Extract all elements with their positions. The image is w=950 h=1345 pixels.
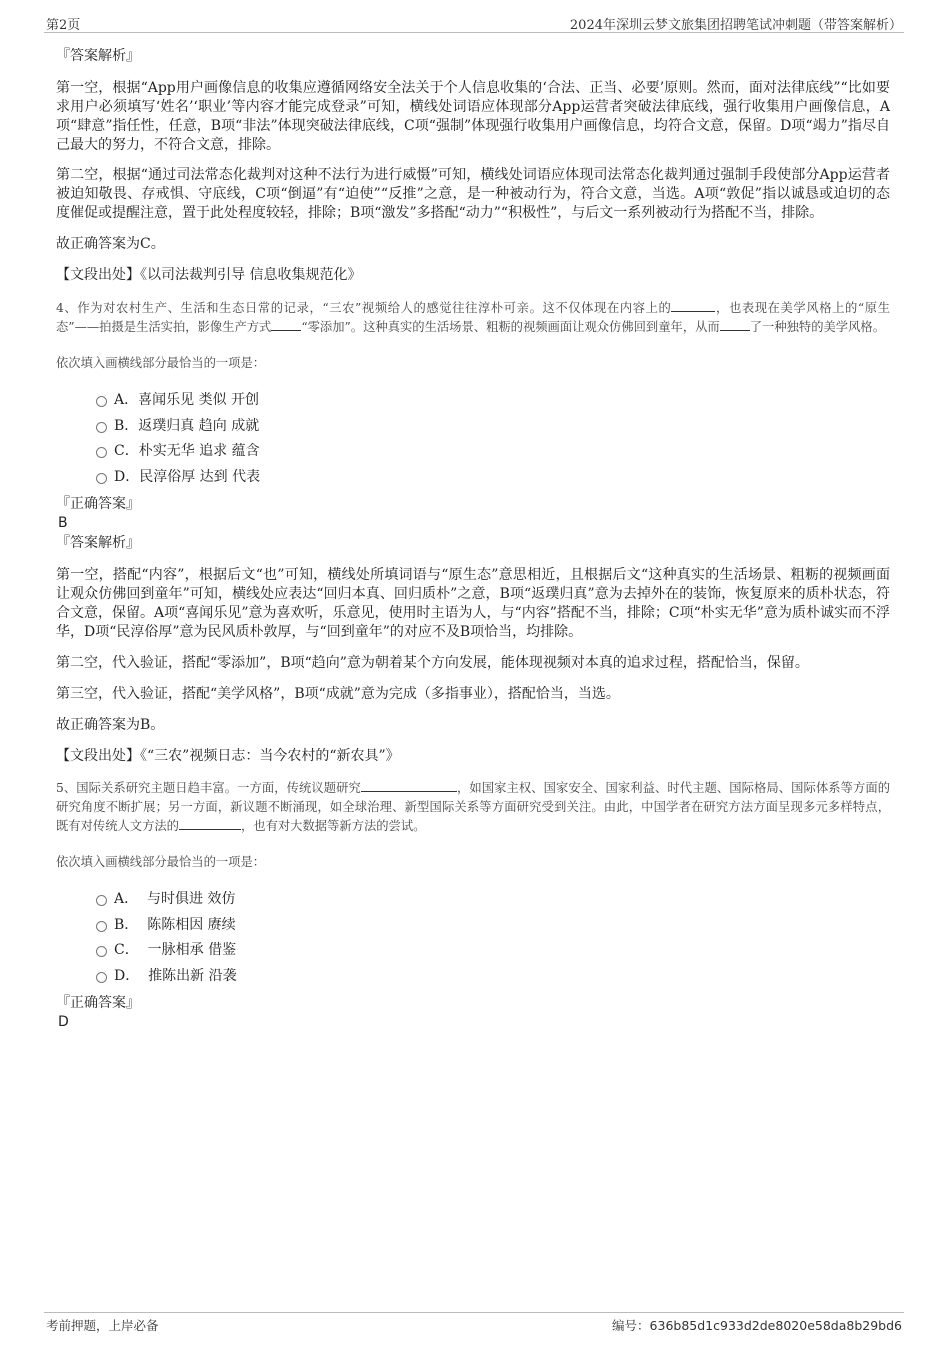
q3-conclusion: 故正确答案为C。 [56, 236, 165, 252]
q4-analysis-para-2: 第二空，代入验证，搭配“零添加”，B项“趋向”意为朝着某个方向发展，能体现视频对本真的追求过程，搭配恰当，保留。 [56, 655, 809, 671]
radio-icon[interactable] [96, 946, 107, 957]
q4-blank-3 [720, 318, 750, 331]
radio-icon[interactable] [96, 473, 107, 484]
q4-conclusion: 故正确答案为B。 [56, 717, 165, 733]
q5-text-2: ，如国家主权、国家安全、国家利益、时代主题、国际格局、国际体系等方面的研究角度不断扩展；另一方面，新议题不断涌现，如全球治理、新型国际关系等方面研究受到关注。由此，中国学者在研究方法方面呈现多元多样特点，既有对传统人文方法的 [56, 781, 890, 833]
document-title: 2024年深圳云梦文旅集团招聘笔试冲刺题（带答案解析） [569, 18, 902, 33]
radio-icon[interactable] [96, 396, 107, 407]
page-content [56, 46, 890, 1032]
q4-option-b[interactable]: B．返璞归真 趋向 成就 [56, 414, 890, 440]
q3-analysis-para-2: 第二空，根据“通过司法常态化裁判对这种不法行为进行威慑”可知，横线处词语应体现司法常态化裁判通过强制手段使部分App运营者被迫知敬畏、存戒惧、守底线，C项“倒逼”有“迫使”“反推”之意，是一种被动行为，符合文意，当选。A项“敦促”指以诚恳或迫切的态度催促或提醒注意，置于此处程度较轻，排除；B项“激发”多搭配“动力”“积极性”，与后文一系列被动行为搭配不当，排除。 [56, 167, 890, 221]
page-footer [44, 1312, 904, 1335]
q4-option-d[interactable]: D．民淳俗厚 达到 代表 [56, 465, 890, 491]
code-label: 编号： [612, 1318, 650, 1333]
q5-options [56, 887, 890, 989]
q4-question [56, 299, 890, 337]
q5-option-d[interactable]: D． 推陈出新 沿袭 [56, 964, 890, 990]
radio-icon[interactable] [96, 921, 107, 932]
q5-question [56, 779, 890, 836]
code-value: 636b85d1c933d2de8020e58da8b29bd6 [649, 1318, 902, 1333]
q4-prompt: 依次填入画横线部分最恰当的一项是： [56, 356, 266, 370]
footer-slogan: 考前押题，上岸必备 [46, 1318, 159, 1333]
q5-option-c[interactable]: C． 一脉相承 借鉴 [56, 938, 890, 964]
q4-options [56, 388, 890, 490]
q4-blank-1 [671, 299, 715, 312]
radio-icon[interactable] [96, 447, 107, 458]
q4-analysis-para-3: 第三空，代入验证，搭配“美学风格”，B项“成就”意为完成（多指事业），搭配恰当，当选。 [56, 686, 620, 702]
page-number: 第2页 [46, 18, 81, 33]
q4-option-c[interactable]: C．朴实无华 追求 蕴含 [56, 439, 890, 465]
document-code [612, 1316, 902, 1334]
q4-correct-heading: 『正确答案』 [56, 496, 140, 512]
page-header [44, 12, 904, 33]
q5-text-1: 5、国际关系研究主题日趋丰富。一方面，传统议题研究 [56, 781, 361, 795]
q4-option-a[interactable]: A．喜闻乐见 类似 开创 [56, 388, 890, 414]
q4-analysis-heading: 『答案解析』 [56, 535, 140, 551]
q4-correct-answer: B [58, 515, 68, 531]
q5-blank-2 [179, 817, 241, 830]
q5-option-a[interactable]: A． 与时俱进 效仿 [56, 887, 890, 913]
q5-correct-heading: 『正确答案』 [56, 995, 140, 1011]
radio-icon[interactable] [96, 895, 107, 906]
q4-analysis-para-1: 第一空，搭配“内容”，根据后文“也”可知，横线处所填词语与“原生态”意思相近，且根据后文“这种真实的生活场景、粗粝的视频画面让观众仿佛回到童年”可知，横线处应表达“回归本真、回归质朴”之意，B项“返璞归真”意为去掉外在的装饰，恢复原来的质朴状态，符合文意，保留。A项“喜闻乐见”意为喜欢听，乐意见，使用时主语为人，与“内容”搭配不当，排除；C项“朴实无华”意为质朴诚实而不浮华，D项“民淳俗厚”意为民风质朴敦厚，与“回到童年”的对应不及B项恰当，均排除。 [56, 567, 890, 640]
q5-correct-answer: D [58, 1014, 69, 1030]
q4-blank-2 [271, 318, 301, 331]
radio-icon[interactable] [96, 972, 107, 983]
q4-text-3: “零添加”。这种真实的生活场景、粗粝的视频画面让观众仿佛回到童年，从而 [301, 320, 720, 334]
q4-source: 【文段出处】《“三农”视频日志：当今农村的“新农具”》 [56, 748, 400, 764]
q3-source: 【文段出处】《以司法裁判引导 信息收集规范化》 [56, 267, 362, 283]
q4-text-4: 了一种独特的美学风格。 [749, 320, 885, 334]
q3-analysis-para-1: 第一空，根据“App用户画像信息的收集应遵循网络安全法关于个人信息收集的‘合法、正当、必要’原则。然而，面对法律底线”“比如要求用户必须填写‘姓名’‘职业’等内容才能完成登录”可知，横线处词语应体现部分App运营者突破法律底线，强行收集用户画像信息，A项“肆意”指任性，任意，B项“非法”体现突破法律底线，C项“强制”体现强行收集用户画像信息，均符合文意，保留。D项“竭力”指尽自己最大的努力，不符合文意，排除。 [56, 80, 890, 153]
q5-text-3: ，也有对大数据等新方法的尝试。 [240, 819, 426, 833]
radio-icon[interactable] [96, 422, 107, 433]
q5-blank-1 [361, 779, 457, 792]
q5-prompt: 依次填入画横线部分最恰当的一项是： [56, 855, 266, 869]
q5-option-b[interactable]: B． 陈陈相因 赓续 [56, 913, 890, 939]
q3-analysis-heading: 『答案解析』 [56, 48, 140, 64]
q4-text-1: 4、作为对农村生产、生活和生态日常的记录，“三农”视频给人的感觉往往淳朴可亲。这不仅体现在内容上的 [56, 301, 672, 315]
q4-text-2: ，也表现在美学风格上的“原生态”——拍摄是生活实拍，影像生产方式 [56, 301, 890, 334]
